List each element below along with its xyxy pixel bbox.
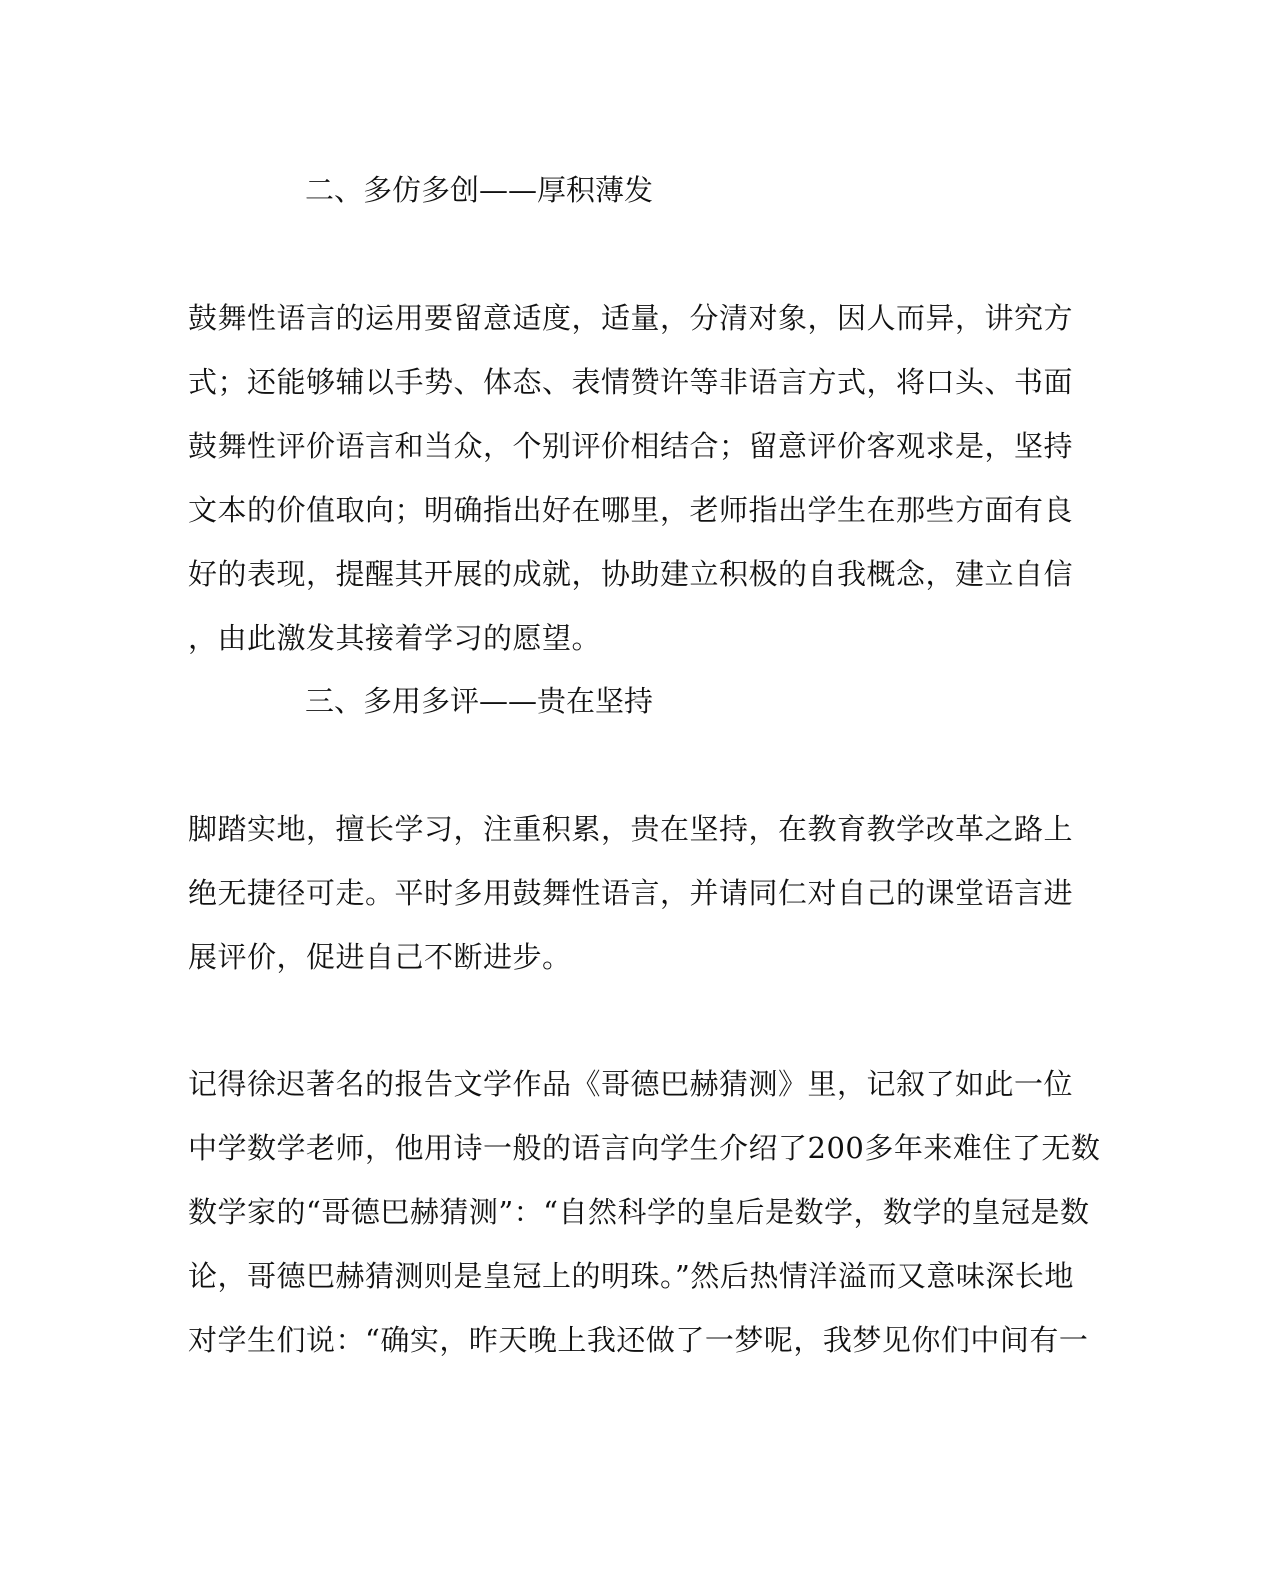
paragraph-line: 文本的价值取向；明确指出好在哪里，老师指出学生在那些方面有良 <box>188 493 1074 527</box>
paragraph-line: 好的表现，提醒其开展的成就，协助建立积极的自我概念，建立自信 <box>188 557 1074 591</box>
paragraph-line: 数学家的“哥德巴赫猜测”：“自然科学的皇后是数学，数学的皇冠是数 <box>188 1195 1090 1229</box>
paragraph-line: 鼓舞性评价语言和当众，个别评价相结合；留意评价客观求是，坚持 <box>188 429 1074 463</box>
paragraph-line: 式；还能够辅以手势、体态、表情赞许等非语言方式，将口头、书面 <box>188 365 1074 399</box>
paragraph-line: 脚踏实地，擅长学习，注重积累，贵在坚持，在教育教学改革之路上 <box>188 812 1074 846</box>
paragraph-line: 对学生们说：“确实，昨天晚上我还做了一梦呢，我梦见你们中间有一 <box>188 1323 1089 1357</box>
paragraph-line: 展评价，促进自己不断进步。 <box>188 940 572 974</box>
paragraph-line: 绝无捷径可走。平时多用鼓舞性语言，并请同仁对自己的课堂语言进 <box>188 876 1074 910</box>
paragraph-line: 中学数学老师，他用诗一般的语言向学生介绍了200多年来难住了无数 <box>188 1131 1101 1165</box>
paragraph-line: ，由此激发其接着学习的愿望。 <box>188 621 602 655</box>
paragraph-line: 论，哥德巴赫猜测则是皇冠上的明珠。”然后热情洋溢而又意味深长地 <box>188 1259 1074 1293</box>
section-heading-2: 二、多仿多创——厚积薄发 <box>305 173 654 207</box>
paragraph-line: 鼓舞性语言的运用要留意适度，适量，分清对象，因人而异，讲究方 <box>188 301 1074 335</box>
section-heading-3: 三、多用多评——贵在坚持 <box>305 684 654 718</box>
paragraph-line: 记得徐迟著名的报告文学作品《哥德巴赫猜测》里，记叙了如此一位 <box>188 1067 1074 1101</box>
